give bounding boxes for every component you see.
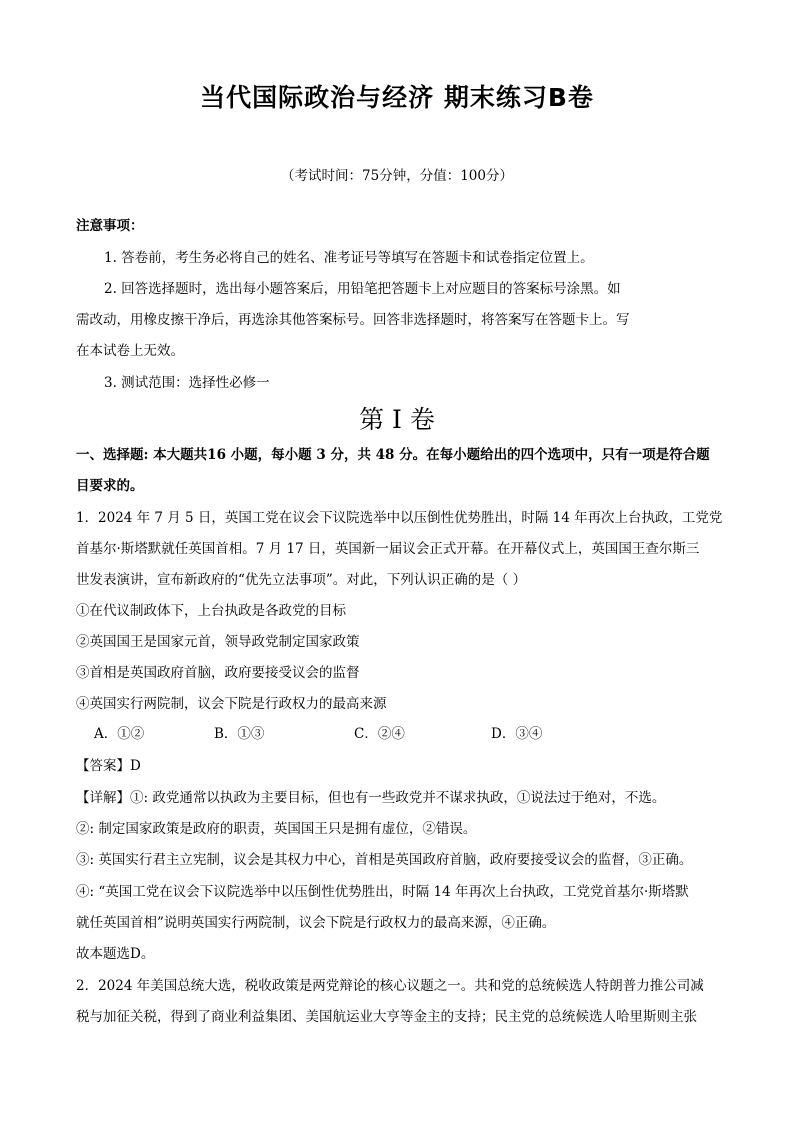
question-1-option-d: D．③④ [491,726,543,742]
question-1-answer: 【答案】D [76,758,141,774]
notice-item-2-cont: 在本试卷上无效。 [76,343,184,359]
exam-info: （考试时间：75分钟，分值：100分） [281,168,513,184]
notice-item-2-cont: 需改动，用橡皮擦干净后，再选涂其他答案标号。回答非选择题时，将答案写在答题卡上。写 [76,312,630,328]
notice-item-1: 1. 答卷前，考生务必将自己的姓名、准考证号等填写在答题卡和试卷指定位置上。 [104,250,594,266]
question-1-explanation: 【详解】①: 政党通常以执政为主要目标，但也有一些政党并不谋求执政，①说法过于绝对，不选。 [76,790,666,806]
question-1-statement-2: ②英国国王是国家元首，领导政党制定国家政策 [76,634,360,650]
notice-item-2: 2. 回答选择题时，选出每小题答案后，用铅笔把答题卡上对应题目的答案标号涂黑。如 [104,281,621,297]
question-1-explanation: 就任英国首相”说明英国实行两院制，议会下院是行政权力的最高来源，④正确。 [76,915,556,931]
section-instructions-cont: 目要求的。 [76,478,144,494]
question-1-conclusion: 故本题选D。 [76,946,155,962]
question-1-option-c: C．②④ [354,726,405,742]
question-1-explanation: ②: 制定国家政策是政府的职责，英国国王只是拥有虚位，②错误。 [76,821,477,837]
question-1-explanation: ④: “英国工党在议会下议院选举中以压倒性优势胜出，时隔 14 年再次上台执政，工党党首基尔·斯塔默 [76,884,689,900]
question-2-stem: 2．2024 年美国总统大选，税收政策是两党辩论的核心议题之一。共和党的总统候选人特朗普力推公司减 [76,978,704,994]
section-instructions: 一、选择题: 本大题共16 小题，每小题 3 分，共 48 分。在每小题给出的四个选项中，只有一项是符合题 [76,447,710,463]
question-2-stem: 税与加征关税，得到了商业利益集团、美国航运业大亨等金主的支持；民主党的总统候选人哈里斯则主张 [76,1009,697,1025]
question-1-option-b: B．①③ [214,726,265,742]
question-1-explanation: ③: 英国实行君主立宪制，议会是其权力中心，首相是英国政府首脑，政府要接受议会的监督，③正确。 [76,852,693,868]
question-1-statement-1: ①在代议制政体下，上台执政是各政党的目标 [76,603,346,619]
question-1-option-a: A．①② [94,726,145,742]
question-1-statement-4: ④英国实行两院制，议会下院是行政权力的最高来源 [76,696,387,712]
question-1-stem: 首基尔·斯塔默就任英国首相。7 月 17 日，英国新一届议会正式开幕。在开幕仪式上，英国国王查尔斯三 [76,541,700,557]
question-1-stem: 世发表演讲，宣布新政府的“优先立法事项”。对此，下列认识正确的是（ ） [76,572,527,588]
question-1-statement-3: ③首相是英国政府首脑，政府要接受议会的监督 [76,665,360,681]
notice-heading: 注意事项： [76,218,144,234]
document-title: 当代国际政治与经济 期末练习B卷 [200,83,594,112]
notice-item-3: 3. 测试范围：选择性必修一 [104,375,270,391]
section-title: 第 I 卷 [359,405,435,434]
question-1-stem: 1．2024 年 7 月 5 日，英国工党在议会下议院选举中以压倒性优势胜出，时隔 14 年再次上台执政，工党党 [76,510,723,526]
